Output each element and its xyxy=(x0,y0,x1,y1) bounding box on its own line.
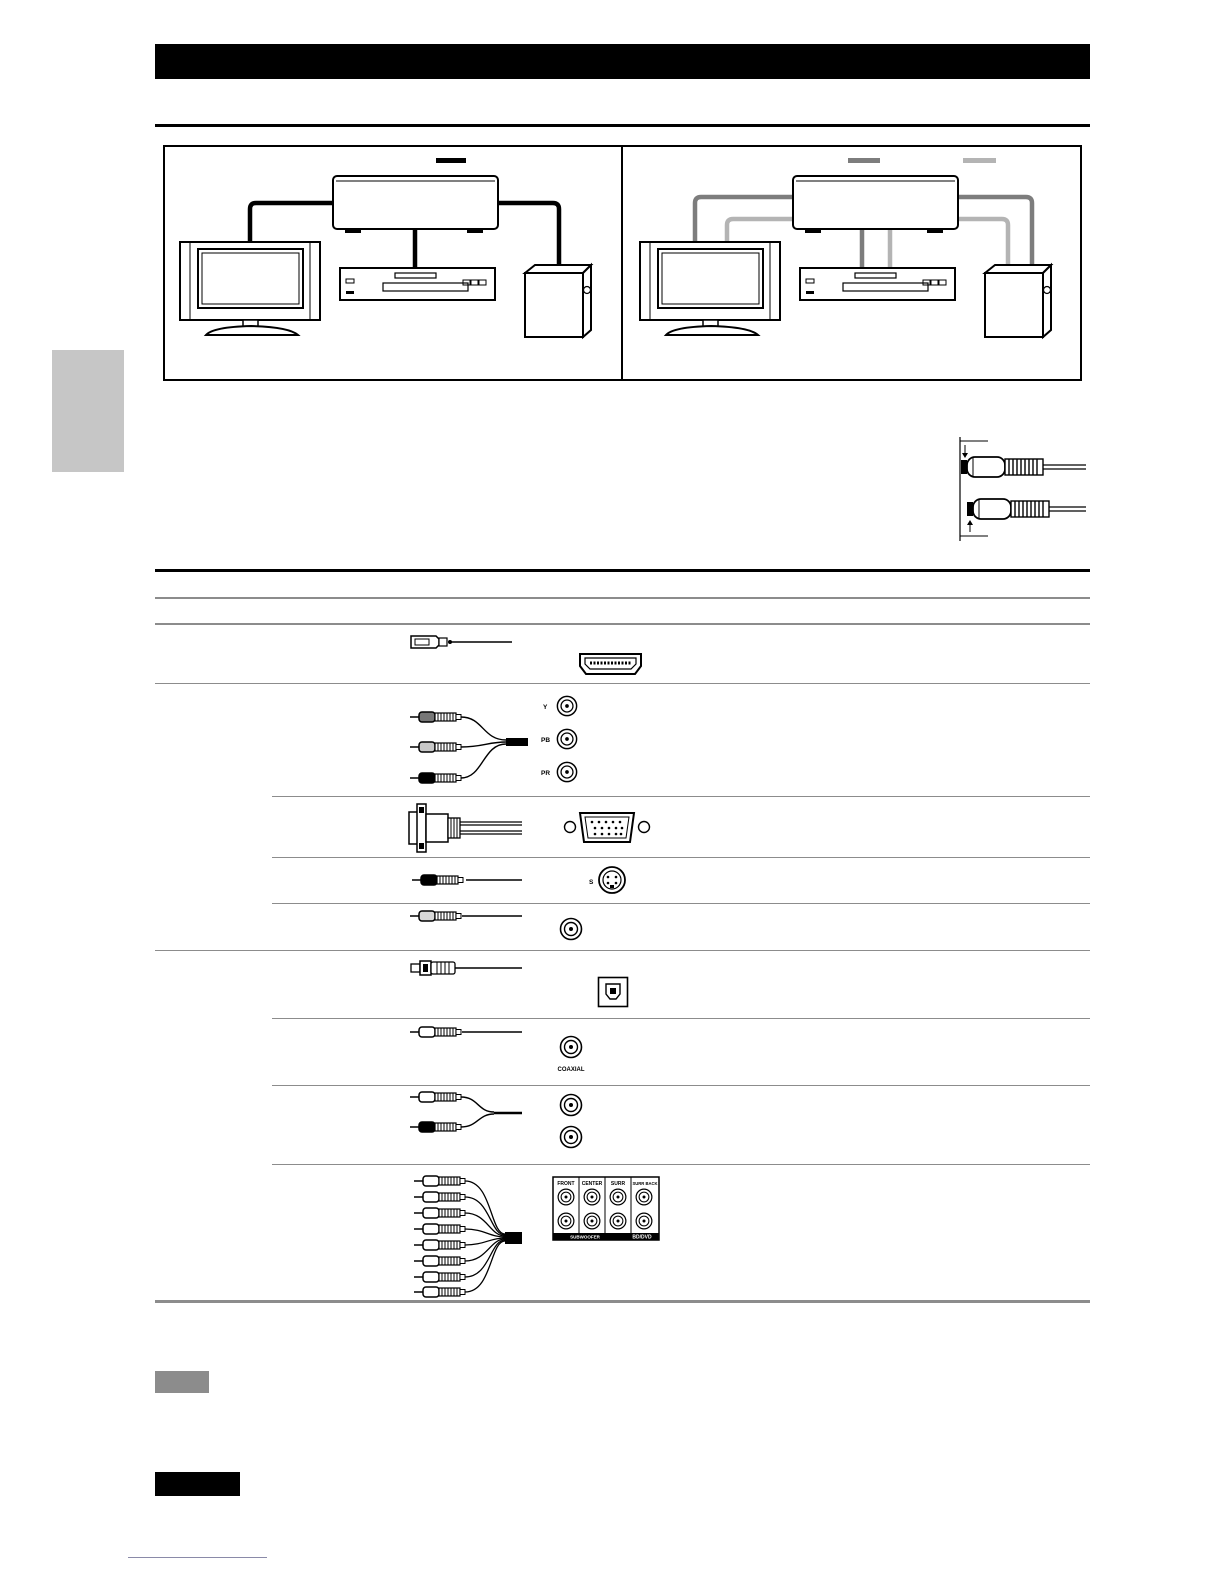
legend-dark-gray-cable xyxy=(848,158,880,163)
table-header-bottom-rule xyxy=(155,623,1090,625)
table-subrow-divider xyxy=(272,903,1090,904)
table-subrow-divider xyxy=(272,1018,1090,1019)
jack-label-s: S xyxy=(589,879,594,886)
jack-label-bd-dvd: BD/DVD xyxy=(632,1234,652,1241)
analog-audio-jacks-icon xyxy=(559,1093,583,1151)
multichannel-jacks-icon xyxy=(552,1176,660,1242)
bd-player-icon xyxy=(340,268,495,300)
vga-cable-icon xyxy=(404,800,526,856)
hdmi-cable-icon xyxy=(408,632,514,652)
caution-label-box xyxy=(155,1472,240,1496)
footer-line xyxy=(128,1557,267,1558)
component-jacks-icon xyxy=(538,690,586,786)
table-subrow-divider xyxy=(272,796,1090,797)
s-video-jack-icon xyxy=(586,864,630,896)
legend-light-gray-cable xyxy=(963,158,996,163)
jack-label-subwoofer: SUBWOOFER xyxy=(570,1234,600,1240)
jack-label-front: FRONT xyxy=(557,1181,575,1187)
jack-label-y: Y xyxy=(543,704,548,711)
composite-cable-icon xyxy=(408,908,524,924)
jack-label-surr-back: SURR BACK xyxy=(632,1181,658,1186)
multichannel-cable-icon xyxy=(412,1172,524,1300)
section-rule xyxy=(155,124,1090,127)
table-subrow-divider xyxy=(272,1085,1090,1086)
section-header-bar xyxy=(155,44,1090,79)
jack-label-pb: PB xyxy=(541,737,551,744)
table-row-divider xyxy=(155,950,1090,951)
s-video-cable-icon xyxy=(408,872,524,888)
rca-plug-insertion-icon xyxy=(948,437,1090,541)
jack-label-surr: SURR xyxy=(610,1181,626,1187)
component-cable-icon xyxy=(408,700,530,790)
receiver-icon xyxy=(333,176,498,233)
legend-black-cable xyxy=(436,158,466,163)
coaxial-jack-icon xyxy=(555,1034,595,1074)
table-bottom-rule xyxy=(155,1300,1090,1303)
table-header-rule xyxy=(155,597,1090,599)
note-label-box xyxy=(155,1371,209,1393)
table-subrow-divider xyxy=(272,1164,1090,1165)
side-tab xyxy=(52,350,124,472)
hdmi-jack-icon xyxy=(578,652,644,676)
subwoofer-icon xyxy=(525,265,591,337)
jack-label-center: CENTER xyxy=(581,1181,603,1187)
composite-jack-icon xyxy=(559,917,583,941)
coaxial-cable-icon xyxy=(408,1024,524,1040)
optical-jack-icon xyxy=(597,976,629,1008)
subwoofer-icon xyxy=(985,265,1051,337)
optical-cable-icon xyxy=(408,959,524,977)
connection-diagram xyxy=(163,145,1082,381)
jack-label-pr: PR xyxy=(541,770,551,777)
analog-audio-cable-icon xyxy=(408,1089,524,1135)
table-row-divider xyxy=(155,683,1090,684)
table-subrow-divider xyxy=(272,857,1090,858)
table-top-rule xyxy=(155,569,1090,572)
bd-player-icon xyxy=(800,268,955,300)
receiver-icon xyxy=(793,176,958,233)
vga-jack-icon xyxy=(562,810,652,846)
jack-label-coaxial: COAXIAL xyxy=(557,1067,585,1073)
